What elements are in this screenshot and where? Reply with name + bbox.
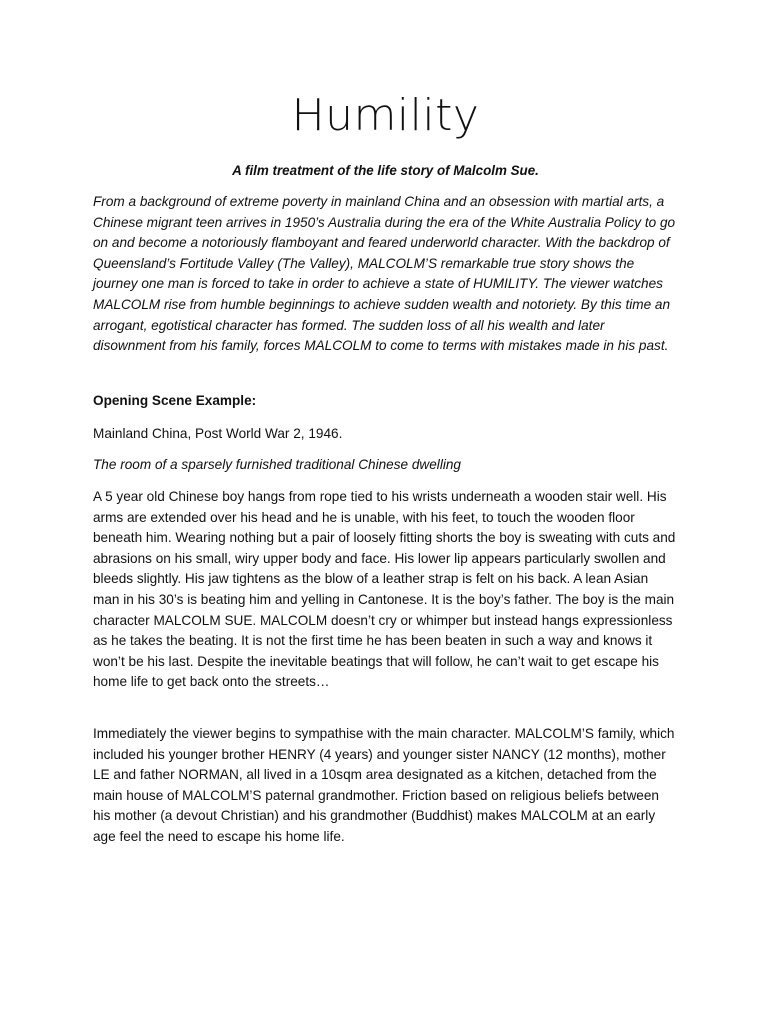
scene-paragraph: A 5 year old Chinese boy hangs from rope tied to his wrists underneath a wooden stair well. His arms are extended over his head and he is unable, with his feet, to touch the wooden floor beneath him. Wearing nothing but a pair of loosely fitting shorts the boy is sweating with cuts and abrasions on his small, wiry upper body and face. His lower lip appears particularly swollen and bleeds slightly. His jaw tightens as the blow of a leather strap is felt on his back. A lean Asian man in his 30’s is beating him and yelling in Cantonese. It is the boy’s father. The boy is the main character MALCOLM SUE. MALCOLM doesn’t cry or whimper but instead hangs expressionless as he takes the beating. It is not the first time he has been beaten in such a way and knows it won’t be his last. Despite the inevitable beatings that will follow, he can’t wait to get escape his home life to get back onto the streets…: [93, 489, 676, 690]
document-title: Humility: [291, 90, 480, 141]
document-subtitle: A film treatment of the life story of Malcolm Sue.: [232, 163, 539, 178]
family-paragraph: Immediately the viewer begins to sympathise with the main character. MALCOLM’S family, which included his younger brother HENRY (4 years) and younger sister NANCY (12 months), mother LE and father NORMAN, all lived in a 10sqm area designated as a kitchen, detached from the main house of MALCOLM’S paternal grandmother. Friction based on religious beliefs between his mother (a devout Christian) and his grandmother (Buddhist) makes MALCOLM at an early age feel the need to escape his home life.: [93, 726, 675, 844]
scene-description: The room of a sparsely furnished traditional Chinese dwelling: [93, 457, 461, 472]
scene-setting: Mainland China, Post World War 2, 1946.: [93, 426, 343, 441]
synopsis-paragraph: From a background of extreme poverty in mainland China and an obsession with martial arts, a Chinese migrant teen arrives in 1950’s Australia during the era of the White Australia Policy to go on and become a notoriously flamboyant and feared underworld character. With the backdrop of Queensland’s Fortitude Valley (The Valley), MALCOLM’S remarkable true story shows the journey one man is forced to take in order to achieve a state of HUMILITY. The viewer watches MALCOLM rise from humble beginnings to achieve sudden wealth and notoriety. By this time an arrogant, egotistical character has formed. The sudden loss of all his wealth and later disownment from his family, forces MALCOLM to come to terms with mistakes made in his past.: [93, 194, 676, 354]
opening-scene-heading: Opening Scene Example:: [93, 393, 257, 408]
